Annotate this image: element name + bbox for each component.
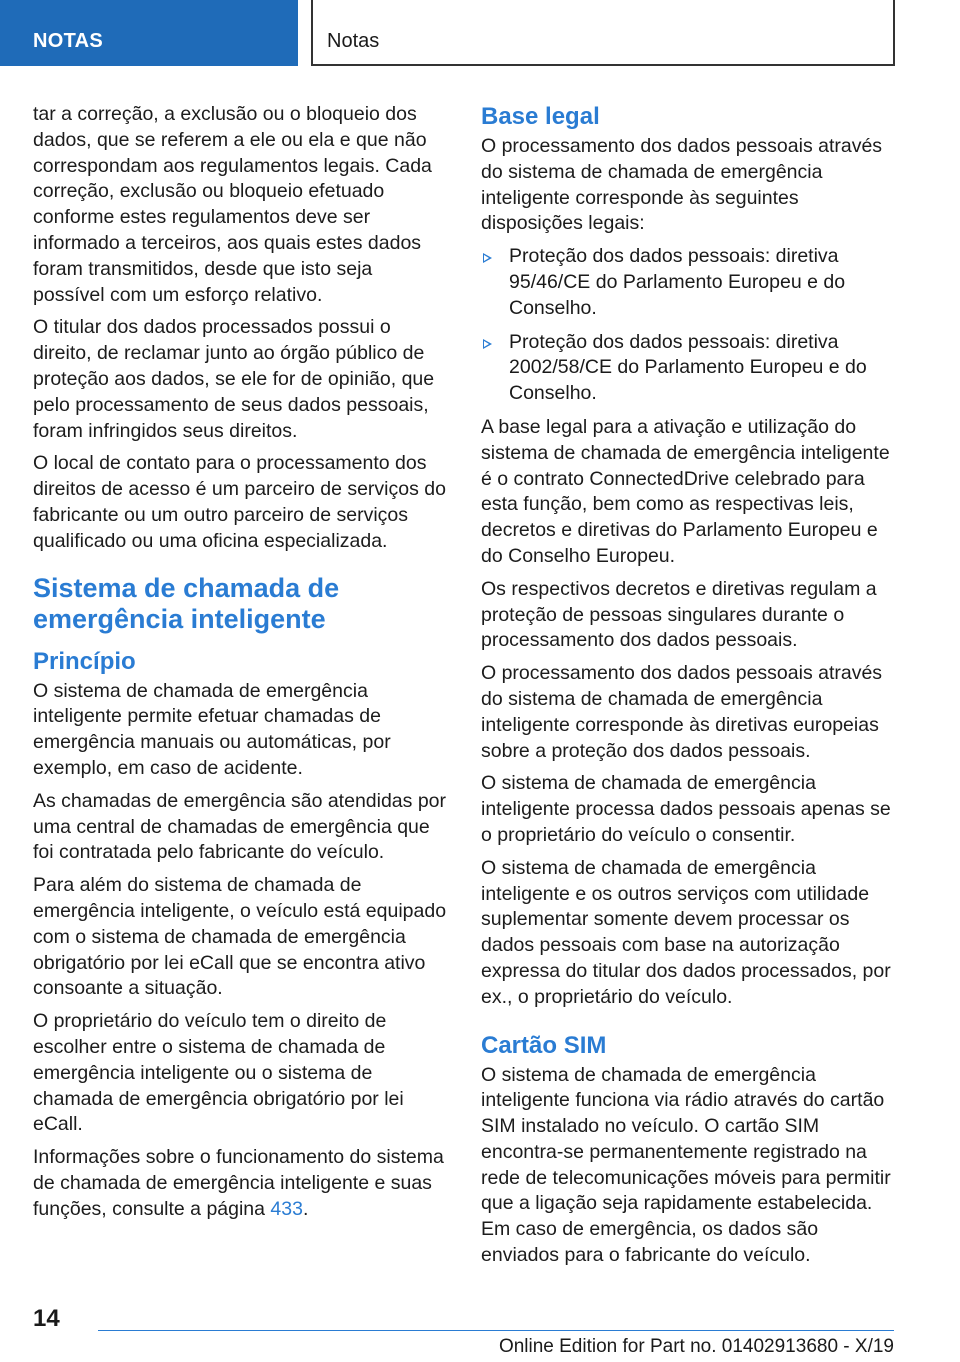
paragraph: O processamento dos dados pessoais através do sistema de chamada de emergência inteligente corresponde às seguintes disposições legais: xyxy=(481,135,883,235)
page-reference-link[interactable]: 433 xyxy=(270,1197,303,1220)
paragraph: As chamadas de emergência são atendidas por uma central de chamadas de emergência que foi contratada pelo fabricante do veículo. xyxy=(33,789,447,864)
edition-footer: Online Edition for Part no. 01402913680 - X/19 xyxy=(498,1336,894,1357)
section-heading-sistema: Sistema de chamada de emergência inteligente xyxy=(33,572,340,634)
triangle-bullet-icon xyxy=(483,339,492,349)
paragraph: O sistema de chamada de emergência inteligente permite efetuar chamadas de emergência manuais ou automáticas, por exemplo, em caso de acidente. xyxy=(33,679,391,779)
chapter-title: Notas xyxy=(311,0,895,66)
subsection-heading-cartao-sim: Cartão SIM xyxy=(481,1031,607,1059)
paragraph: O sistema de chamada de emergência inteligente funciona via rádio através do cartão SIM instalado no veículo. O cartão SIM encontra-se permanentemente registrado na rede de telecomunicações móveis para permitir que a ligação seja rapidamente estabelecida. Em caso de emergência, os dados são enviados para o fabricante do veículo. xyxy=(481,1063,891,1267)
page-header xyxy=(0,0,960,66)
paragraph: O processamento dos dados pessoais através do sistema de chamada de emergência inteligente corresponde às diretivas europeias sobre a proteção dos dados pessoais. xyxy=(481,662,883,762)
page-number: 14 xyxy=(33,1305,60,1332)
left-column xyxy=(33,102,448,1229)
subsection-heading-base-legal: Base legal xyxy=(481,103,600,130)
list-item xyxy=(481,244,896,321)
subsection-heading-principio: Princípio xyxy=(33,647,136,675)
section-tab[interactable]: NOTAS xyxy=(0,0,298,66)
list-item xyxy=(481,330,896,407)
paragraph: O proprietário do veículo tem o direito de escolher entre o sistema de chamada de emergência inteligente ou o sistema de chamada de emergência obrigatório por lei eCall. xyxy=(33,1010,404,1136)
paragraph: Os respectivos decretos e diretivas regulam a proteção de pessoas singulares durante o processamento dos dados pessoais. xyxy=(481,577,877,652)
paragraph: A base legal para a ativação e utilização do sistema de chamada de emergência inteligente é o contrato ConnectedDrive celebrado para esta função, bem como as respectivas leis, decretos e diretivas do Parlamento Europeu e do Conselho Europeu. xyxy=(481,415,890,567)
paragraph: tar a correção, a exclusão ou o bloqueio dos dados, que se referem a ele ou ela e que não correspondam aos regulamentos legais. Cada correção, exclusão ou bloqueio efetuado conforme estes regulamentos deve ser informado a terceiros, aos quais estes dados foram transmitidos, desde que isto seja possível com um esforço relativo. xyxy=(33,103,432,306)
paragraph: Para além do sistema de chamada de emergência inteligente, o veículo está equipado com o sistema de chamada de emergência obrigatório por lei eCall que se encontra ativo consoante a situação. xyxy=(33,874,447,1000)
triangle-bullet-icon xyxy=(483,253,492,263)
list-item-text: Proteção dos dados pessoais: diretiva 95/46/CE do Parlamento Europeu e do Conselho. xyxy=(509,245,846,319)
paragraph-text: Informações sobre o funcionamento do sistema de chamada de emergência inteligente e suas funções, consulte a página xyxy=(33,1146,444,1220)
paragraph: O sistema de chamada de emergência inteligente e os outros serviços com utilidade suplementar somente devem processar os dados pessoais com base na autorização expressa do titular dos dados processados, por ex., o proprietário do veículo. xyxy=(481,856,891,1008)
right-column xyxy=(481,102,896,1276)
list-item-text: Proteção dos dados pessoais: diretiva 2002/58/CE do Parlamento Europeu e do Conselho. xyxy=(509,330,867,405)
paragraph-with-page-ref xyxy=(33,1145,448,1222)
paragraph: O local de contato para o processamento dos direitos de acesso é um parceiro de serviços do fabricante ou um outro parceiro de serviços qualificado ou uma oficina especializada. xyxy=(33,452,446,552)
paragraph: O sistema de chamada de emergência inteligente processa dados pessoais apenas se o proprietário do veículo o consentir. xyxy=(481,772,891,846)
footer-divider xyxy=(98,1330,894,1331)
paragraph-end: . xyxy=(302,1197,309,1220)
bullet-list xyxy=(481,244,896,407)
paragraph: O titular dos dados processados possui o direito, de reclamar junto ao órgão público de proteção aos dados, se ele for de opinião, que pelo processamento de seus dados pessoais, foram infringidos seus direitos. xyxy=(33,316,435,442)
